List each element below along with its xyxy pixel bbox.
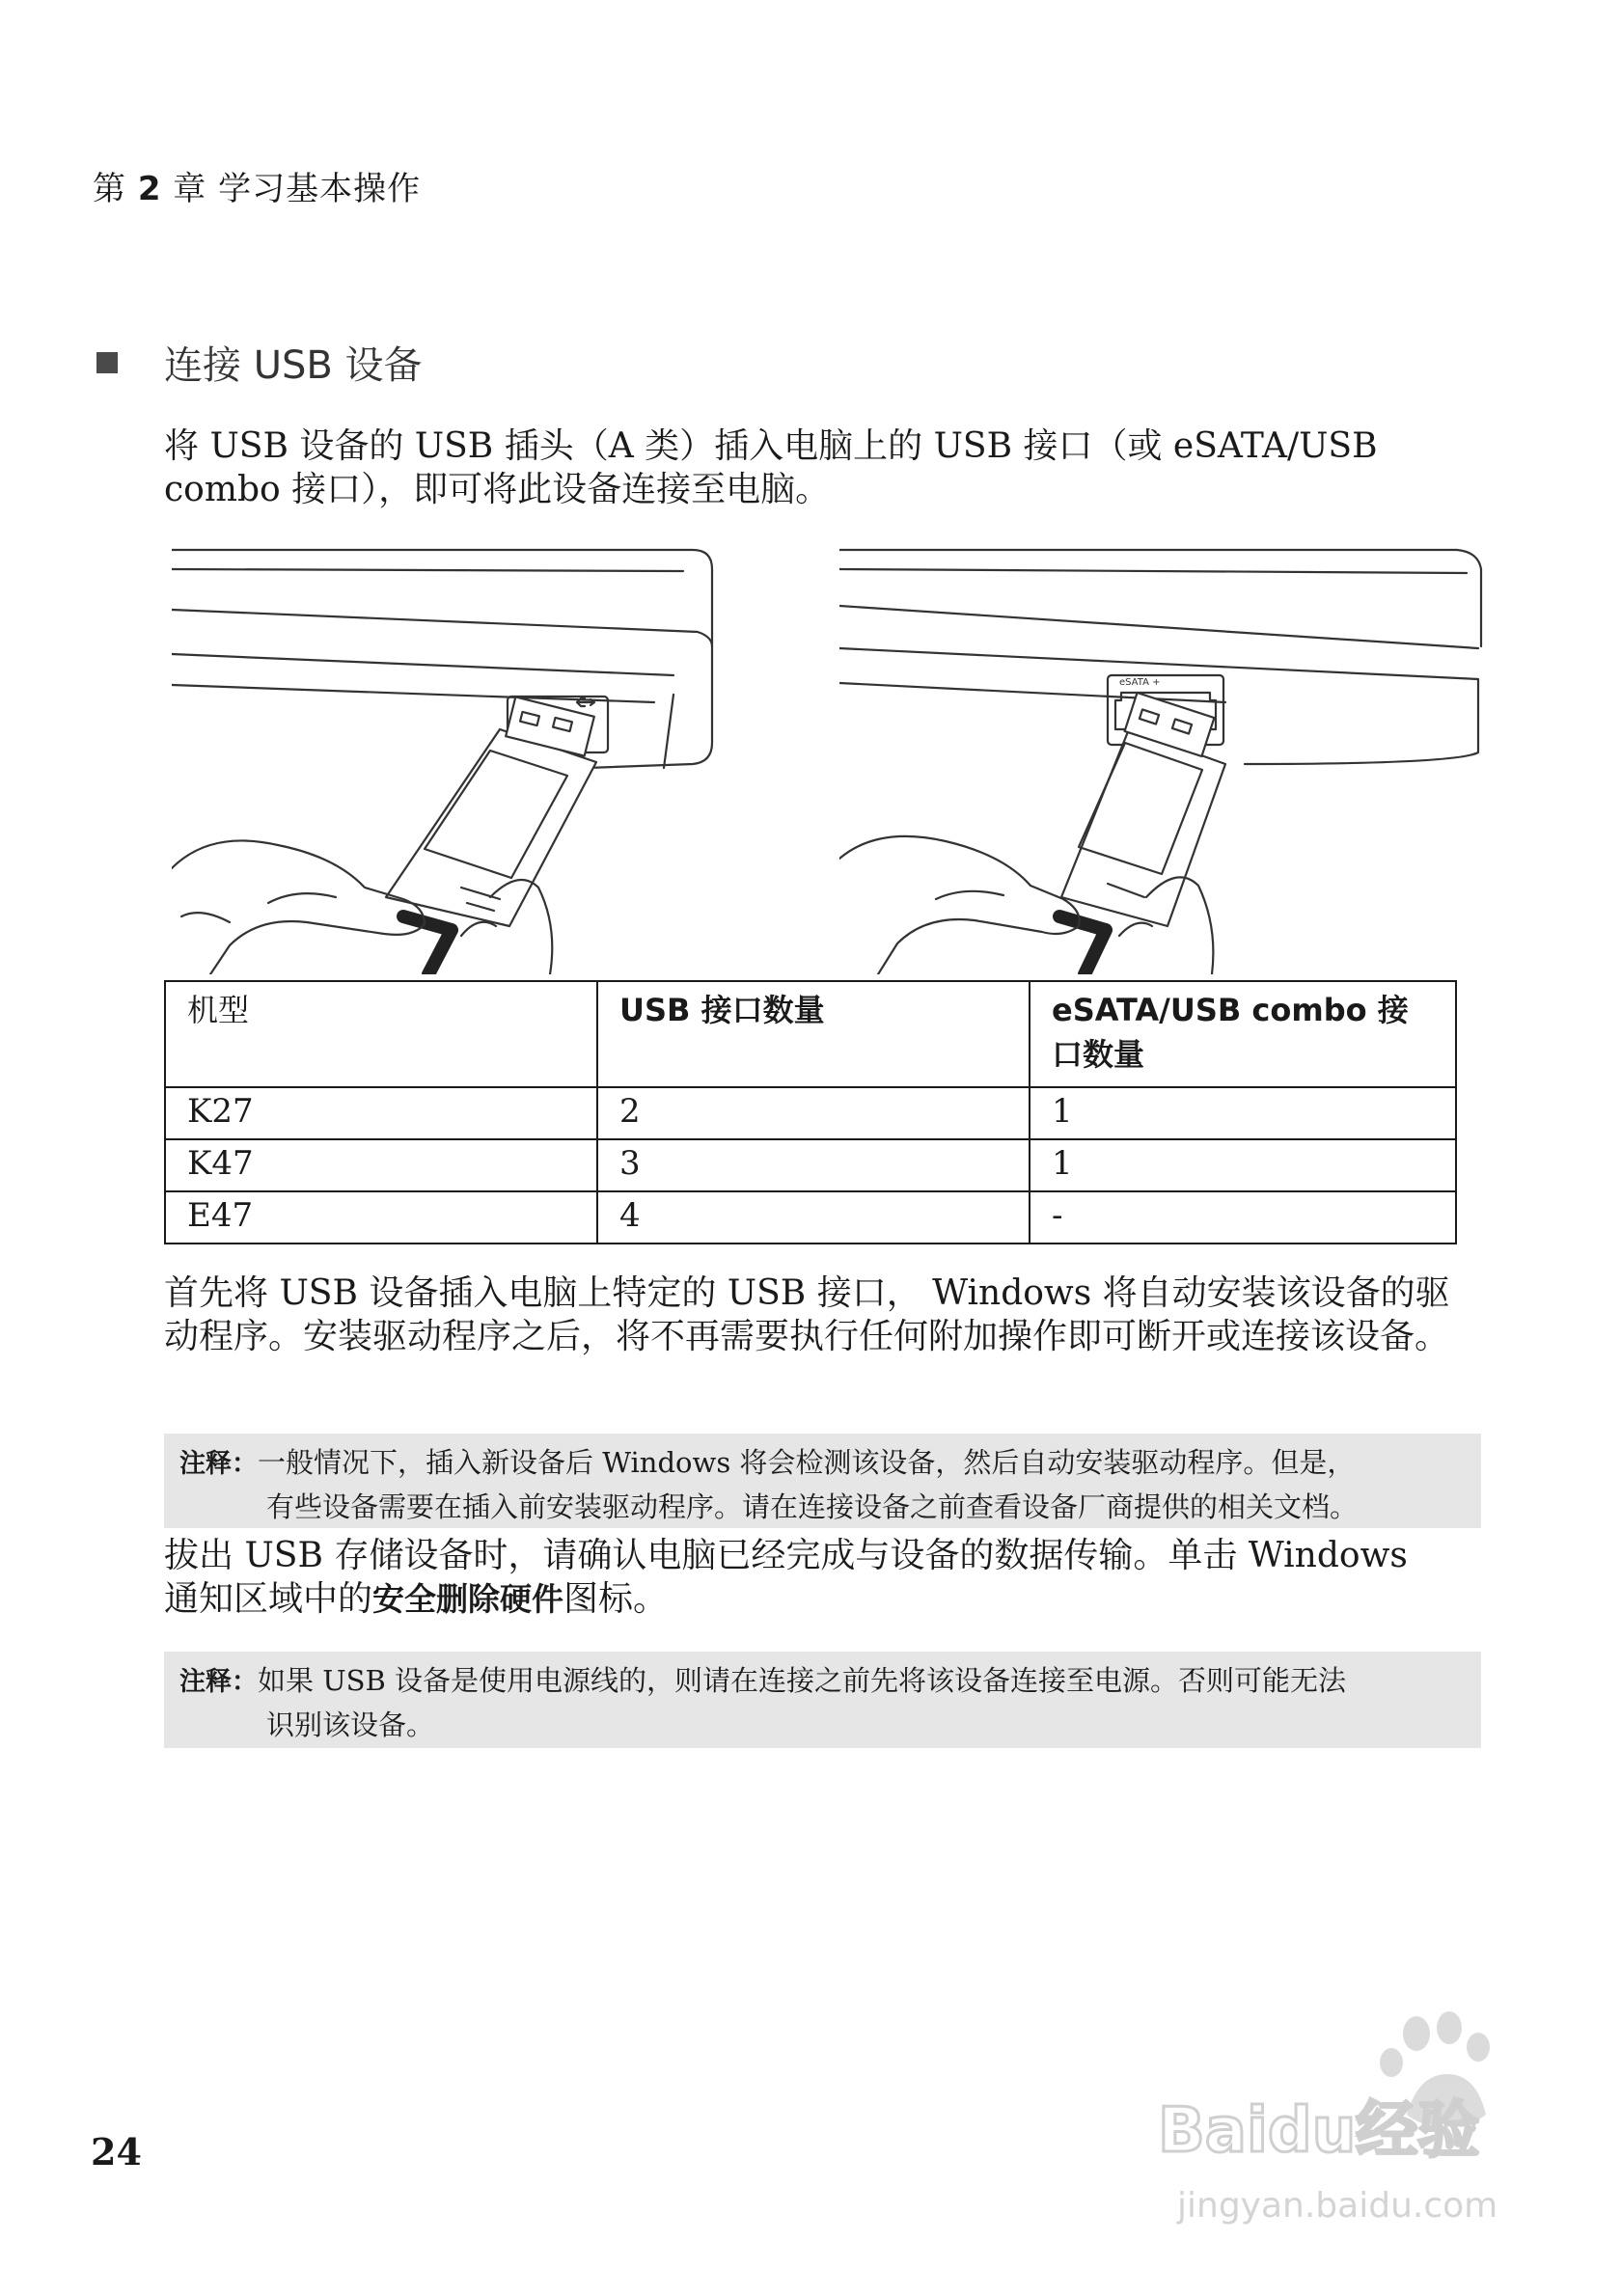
note-label: 注释： <box>179 1449 258 1479</box>
baidu-watermark <box>1158 2007 1544 2238</box>
note-text: 有些设备需要在插入前安装驱动程序。请在连接设备之前查看设备厂商提供的相关文档。 <box>266 1490 1359 1523</box>
table-cell: 2 <box>597 1087 1030 1139</box>
note-box <box>164 1652 1481 1748</box>
table-cell: 4 <box>597 1191 1030 1244</box>
section-title: 连接 USB 设备 <box>164 343 423 388</box>
remove-paragraph <box>164 1534 1418 1621</box>
table-cell: - <box>1030 1191 1456 1244</box>
esata-port-label: eSATA + <box>1119 677 1161 688</box>
note-line <box>179 1659 1462 1704</box>
watermark-brand: Baidu经验 <box>1158 2095 1480 2167</box>
safely-remove-hardware-ref: 安全删除硬件 <box>372 1580 564 1618</box>
chapter-header <box>93 162 421 209</box>
note-box <box>164 1434 1481 1528</box>
hand-outline <box>172 840 425 974</box>
table-row <box>165 1139 1456 1191</box>
table-header-row <box>165 981 1456 1087</box>
table-cell: E47 <box>165 1191 597 1244</box>
table-header-cell: 机型 <box>165 981 597 1087</box>
table-row <box>165 1191 1456 1244</box>
hand-outline <box>839 836 1080 974</box>
watermark-url: jingyan.baidu.com <box>1177 2186 1498 2226</box>
chapter-number: 2 <box>137 170 162 208</box>
table-row <box>165 1087 1456 1139</box>
chapter-title: 章 学习基本操作 <box>173 170 422 208</box>
section-heading <box>96 335 423 390</box>
note-text: 一般情况下，插入新设备后 Windows 将会检测该设备，然后自动安装驱动程序。但是， <box>258 1446 1356 1479</box>
note-label: 注释： <box>179 1667 258 1697</box>
intro-paragraph: 将 USB 设备的 USB 插头（A 类）插入电脑上的 USB 接口（或 eSATA/USB combo 接口），即可将此设备连接至电脑。 <box>164 426 1378 509</box>
install-paragraph: 首先将 USB 设备插入电脑上特定的 USB 接口， Windows 将自动安装该设备的驱动程序。安装驱动程序之后，将不再需要执行任何附加操作即可断开或连接该设备。 <box>164 1273 1450 1356</box>
port-count-table <box>164 980 1457 1244</box>
table-cell: 1 <box>1030 1087 1456 1139</box>
note-text: 识别该设备。 <box>266 1708 435 1741</box>
chapter-prefix: 第 <box>93 170 126 208</box>
note-line <box>179 1441 1462 1486</box>
table-cell: 1 <box>1030 1139 1456 1191</box>
remove-text-end: 图标。 <box>563 1579 669 1619</box>
page-number: 24 <box>91 2130 142 2173</box>
usb-port-illustration <box>172 540 770 974</box>
remove-text: 拔出 USB 存储设备时，请确认电脑已经完成与设备的数据传输。单击 Windows 通知区域中的 <box>164 1536 1408 1619</box>
laptop-edge-outline <box>839 550 1481 646</box>
note-text: 如果 USB 设备是使用电源线的，则请在连接之前先将该设备连接至电源。否则可能无法 <box>258 1664 1347 1697</box>
section-bullet-icon <box>96 352 118 373</box>
table-header-cell: eSATA/USB combo 接口数量 <box>1030 981 1456 1087</box>
table-cell: K27 <box>165 1087 597 1139</box>
table-cell: 3 <box>597 1139 1030 1191</box>
table-cell: K47 <box>165 1139 597 1191</box>
laptop-edge-outline <box>172 550 712 768</box>
esata-port-illustration <box>839 540 1486 974</box>
table-header-cell: USB 接口数量 <box>597 981 1030 1087</box>
